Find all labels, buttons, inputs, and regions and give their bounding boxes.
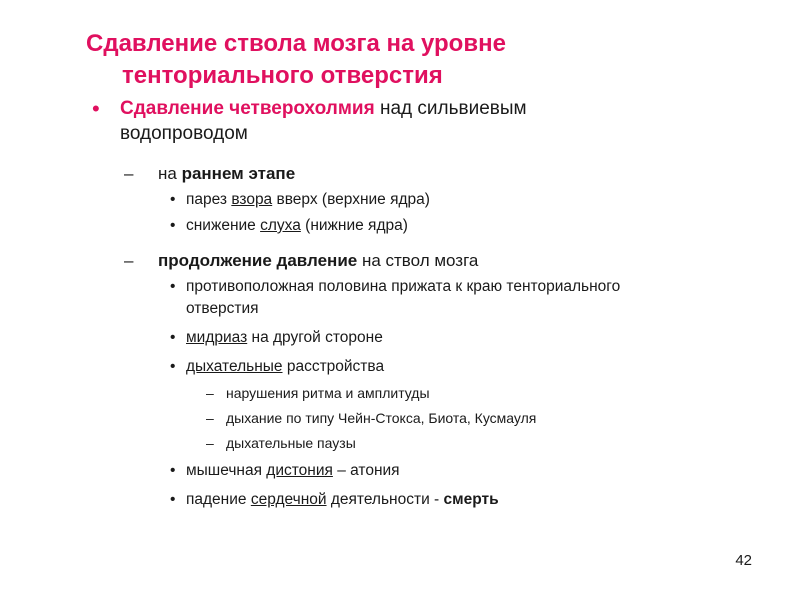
underlined-term: мидриаз [186,329,248,346]
list-item-respiratory-text [186,356,776,378]
list-item-gaze-text [186,189,776,211]
list-item-hearing-text [186,215,776,237]
sub-item-breathing-type [206,408,686,428]
list-item-respiratory [170,356,770,378]
dash-continued-bold: продолжение давление [158,251,358,270]
dash-early-stage [124,162,624,185]
bullet-main-text [120,96,710,146]
list-item-cardiac [170,489,770,511]
sub-item-text: нарушения ритма и амплитуды [226,385,430,401]
bullet-mark: • [92,96,100,121]
list-item-half-text [186,276,776,320]
list-item-cardiac-text [186,489,776,511]
underlined-term: слуха [260,217,301,234]
dot-mark: • [170,462,176,479]
underlined-term: сердечной [250,491,327,508]
list-item-half [170,276,770,320]
sub-item-pauses [206,433,686,453]
dot-mark: • [170,491,176,508]
dot-mark: • [170,191,176,208]
text-post: (нижние ядра) [300,217,408,234]
text-bold: смерть [443,491,499,508]
text-post: вверх (верхние ядра) [272,191,430,208]
dash-mark: – [206,410,214,426]
title-line-1: Сдавление ствола мозга на уровне [86,30,506,57]
list-item-dystonia-text [186,460,776,482]
bullet-main-bold: Сдавление четверохолмия [120,98,375,119]
title-line-2: тенториального отверстия [122,62,443,89]
sub-item-text: дыхательные паузы [226,435,356,451]
text-post: расстройства [282,358,385,375]
list-item-mydriasis [170,327,770,349]
dot-mark: • [170,358,176,375]
dot-mark: • [170,329,176,346]
bullet-main-rest-1: над сильвиевым [374,98,527,119]
text-line-1: противоположная половина прижата к краю тенториального [186,278,621,295]
dash-mark: – [206,435,214,451]
dash-mark: – [206,385,214,401]
slide-title [86,28,726,92]
text-mid: деятельности - [326,491,444,508]
underlined-term: взора [231,191,273,208]
page-number: 42 [735,552,752,569]
list-item-mydriasis-text [186,327,776,349]
dot-mark: • [170,217,176,234]
text-pre: мышечная [186,462,267,479]
list-item-hearing [170,215,770,237]
dash-continued-text [158,249,478,272]
dash-early-bold: раннем этапе [181,164,296,183]
dash-early-text [158,162,295,185]
dash-continued-pressure [124,249,674,272]
dash-mark: – [124,164,134,183]
text-post: на другой стороне [247,329,383,346]
text-pre: падение [186,491,251,508]
underlined-term: дыхательные [186,358,283,375]
sub-item-rhythm [206,383,686,403]
dot-mark: • [170,278,176,295]
dash-early-pre: на [158,164,182,183]
text-pre: парез [186,191,232,208]
text-pre: снижение [186,217,261,234]
bullet-main-rest-2: водопроводом [120,123,248,144]
text-line-2: отверстия [186,300,259,317]
text-post: – атония [332,462,400,479]
dash-continued-rest: на ствол мозга [357,251,479,270]
underlined-term: дистония [266,462,333,479]
list-item-gaze [170,189,770,211]
sub-item-text: дыхание по типу Чейн-Стокса, Биота, Кусмауля [226,410,537,426]
dash-mark: – [124,251,134,270]
list-item-dystonia [170,460,770,482]
